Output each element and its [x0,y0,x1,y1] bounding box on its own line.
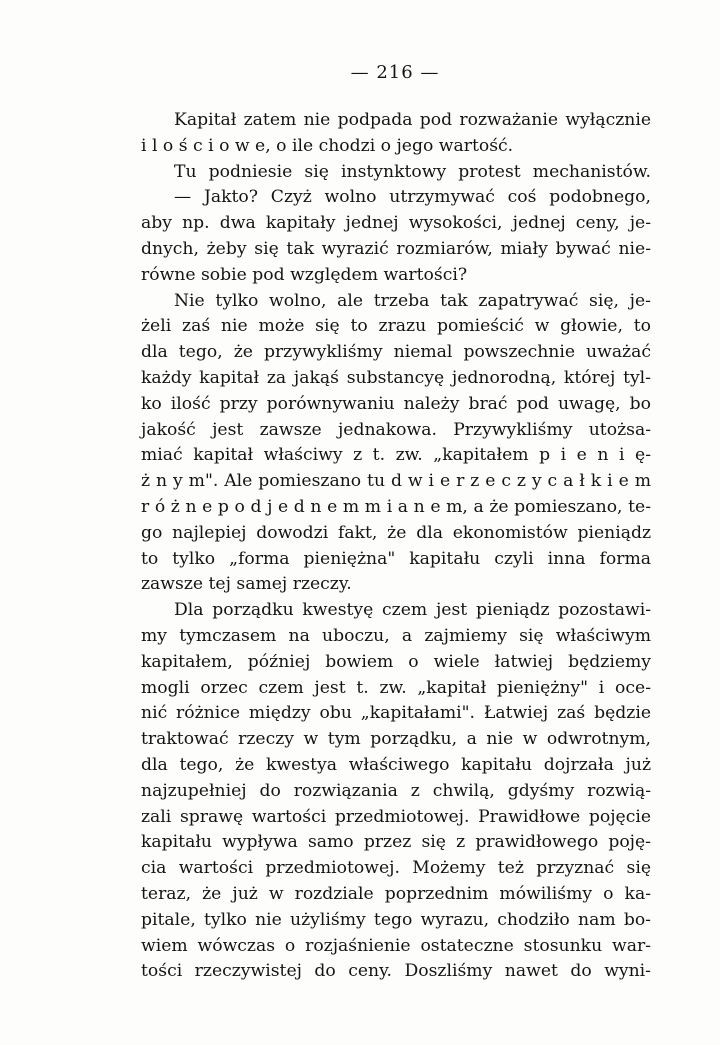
text-line: tości rzeczywistej do ceny. Doszliśmy nawet do wyni- [141,961,651,982]
text-line: równe sobie pod względem wartości? [141,264,468,285]
text-line: ko ilość przy porównywaniu należy brać pod uwagę, bo [141,393,651,414]
text-line: żeli zaś nie może się to zrazu pomieścić w głowie, to [141,316,651,337]
text-line: pitale, tylko nie użyliśmy tego wyrazu, chodziło nam bo- [141,909,651,930]
text-line: teraz, że już w rozdziale poprzednim mówiliśmy o ka- [141,883,651,904]
text-line: r ó ż n e p o d j e d n e m m i a n e m, a że pomieszano, te- [141,496,651,517]
text-line: dla tego, że przywykliśmy niemal powszechnie uważać [141,342,651,363]
page-number: — 216 — [350,62,440,83]
text-line: my tymczasem na uboczu, a zajmiemy się właściwym [141,625,651,646]
text-line: Kapitał zatem nie podpada pod rozważanie wyłącznie [174,110,651,130]
text-line: wiem wówczas o rozjaśnienie ostateczne stosunku war- [141,935,651,956]
text-line: traktować rzeczy w tym porządku, a nie w odwrotnym, [141,729,651,750]
text-line: i l o ś c i o w e, o ile chodzi o jego wartość. [141,135,514,156]
text-line: każdy kapitał za jakąś substancyę jednorodną, której tyl- [141,367,651,388]
text-line: miać kapitał właściwy z t. zw. „kapitałem p i e n i ę- [141,445,651,466]
text-line: — Jakto? Czyż wolno utrzymywać coś podobnego, [174,187,651,208]
text-line: Nie tylko wolno, ale trzeba tak zapatrywać się, je- [174,290,651,311]
text-line: nić różnice między obu „kapitałami". Łatwiej zaś będzie [141,703,651,724]
text-line: mogli orzec czem jest t. zw. „kapitał pieniężny" i oce- [141,677,651,698]
text-line: go najlepiej dowodzi fakt, że dla ekonomistów pieniądz [141,522,651,543]
text-line: kapitału wypływa samo przez się z prawidłowego poję- [141,832,651,853]
text-line: jakość jest zawsze jednakowa. Przywykliśmy utożsa- [141,419,651,440]
text-line: to tylko „forma pieniężna" kapitału czyli inna forma [141,548,651,569]
text-line: dnych, żeby się tak wyrazić rozmiarów, miały bywać nie- [141,238,651,259]
text-line: cia wartości przedmiotowej. Możemy też przyznać się [141,858,651,879]
text-line: Dla porządku kwestyę czem jest pieniądz pozostawi- [174,600,651,621]
text-line: ż n y m". Ale pomieszano tu d w i e r z e c z y c a ł k i e m [141,471,651,492]
text-line: kapitałem, później bowiem o wiele łatwiej będziemy [141,651,651,672]
text-line: Tu podniesie się instynktowy protest mechanistów. [174,161,651,182]
body-text [141,108,651,985]
text-line: zawsze tej samej rzeczy. [141,574,352,595]
text-line: najzupełniej do rozwiązania z chwilą, gdyśmy rozwią- [141,780,651,801]
text-line: zali sprawę wartości przedmiotowej. Prawidłowe pojęcie [141,806,651,827]
text-line: aby np. dwa kapitały jednej wysokości, jednej ceny, je- [141,213,651,234]
text-line: dla tego, że kwestya właściwego kapitału dojrzała już [141,754,651,775]
